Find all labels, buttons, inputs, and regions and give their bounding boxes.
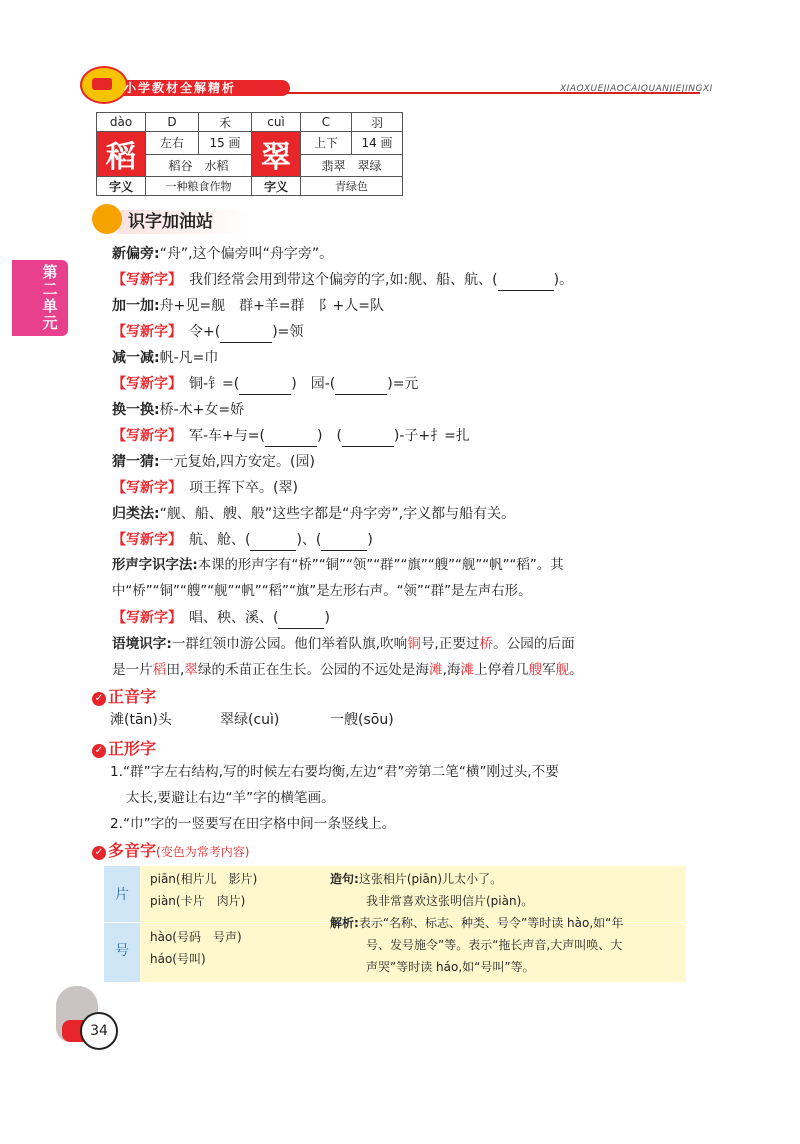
pinyin-cell: cuì — [252, 113, 301, 132]
header-title: 小学教材全解精析 — [124, 81, 237, 95]
mango-mascot-icon — [92, 204, 122, 234]
meaning-label: 字义 — [252, 177, 301, 196]
write-tag: 【写新字】 — [112, 428, 175, 444]
exercise-line: 【写新字】 项王挥下卒。(翠) — [112, 480, 298, 496]
section-heading: ✓ 正音字 — [92, 684, 156, 707]
text-line: 中“桥”“铜”“艘”“舰”“帆”“稻”“旗”是左形右声。“领”“群”是左声右形。 — [112, 584, 532, 599]
text-line: 猜一猜:一元复始,四方安定。(园) — [112, 454, 315, 470]
answer-blank[interactable] — [278, 608, 324, 629]
write-tag: 【写新字】 — [112, 272, 175, 288]
book-logo-mark — [92, 78, 112, 90]
meaning-cell: 青绿色 — [301, 177, 403, 196]
text-line: 是一片稻田,翠绿的禾苗正在生长。公园的不远处是海滩,海滩上停着几艘军舰。 — [112, 662, 583, 678]
big-character: 稻 — [97, 132, 146, 177]
structure-cell: 上下 — [301, 132, 352, 155]
page-number: 34 — [80, 1012, 118, 1050]
radical-cell: 羽 — [352, 113, 403, 132]
words-cell: 翡翠 翠绿 — [301, 154, 403, 177]
strokes-cell: 14 画 — [352, 132, 403, 155]
answer-blank[interactable] — [250, 530, 296, 551]
letter-cell: C — [301, 113, 352, 132]
text-line: 形声字识字法:本课的形声字有“桥”“铜”“领”“群”“旗”“艘”“舰”“帆”“稻”。其 — [112, 558, 564, 573]
text-line: 2.“巾”字的一竖要写在田字格中间一条竖线上。 — [110, 816, 396, 832]
reading-item: háo(号叫) — [150, 952, 206, 966]
text-line: 语境识字:一群红领巾游公园。他们举着队旗,吹响铜号,正要过桥。公园的后面 — [112, 636, 575, 652]
polyphone-char: 号 — [115, 943, 129, 959]
pinyin-cell: dào — [97, 113, 146, 132]
answer-blank[interactable] — [498, 270, 554, 291]
text-line: 减一减:帆-凡=巾 — [112, 350, 219, 366]
header-pinyin-title: XIAOXUEJIAOCAIQUANJIEJINGXI — [560, 84, 713, 94]
pinyin-item: 滩(tān)头 — [110, 712, 172, 728]
polyphone-char: 片 — [115, 887, 129, 903]
exercise-line: 【写新字】 军-车+与=( ) ( )-子+扌=扎 — [112, 426, 470, 447]
reading-item: piàn(卡片 肉片) — [150, 894, 246, 908]
check-icon: ✓ — [92, 846, 106, 860]
strokes-cell: 15 画 — [199, 132, 252, 155]
example-line: 造句:这张相片(piān)儿太小了。 — [330, 872, 503, 886]
text-line: 归类法:“舰、船、艘、般”这些字都是“舟字旁”,字义都与船有关。 — [112, 506, 516, 522]
radical-cell: 禾 — [199, 113, 252, 132]
analysis-line: 声哭”等时读 háo,如“号叫”等。 — [366, 960, 535, 974]
meaning-label: 字义 — [97, 177, 146, 196]
section-heading: ✓ 多音字(变色为常考内容) — [92, 838, 249, 861]
answer-blank[interactable] — [265, 426, 317, 447]
text-line: 新偏旁:“舟”,这个偏旁叫“舟字旁”。 — [112, 246, 334, 262]
exercise-line: 【写新字】 我们经常会用到带这个偏旁的字,如:舰、船、航、( )。 — [112, 270, 573, 291]
exercise-line: 【写新字】 铜-钅=( ) 园-( )=元 — [112, 374, 418, 395]
section-heading: ✓ 正形字 — [92, 736, 156, 759]
text-line: 太长,要避让右边“羊”字的横笔画。 — [126, 790, 335, 806]
write-tag: 【写新字】 — [112, 532, 175, 548]
answer-blank[interactable] — [220, 322, 272, 343]
write-tag: 【写新字】 — [112, 480, 175, 496]
analysis-line: 号、发号施令”等。表示“拖长声音,大声叫唤、大 — [366, 938, 623, 952]
answer-blank[interactable] — [321, 530, 367, 551]
meaning-cell: 一种粮食作物 — [146, 177, 252, 196]
answer-blank[interactable] — [342, 426, 394, 447]
letter-cell: D — [146, 113, 199, 132]
reading-item: hào(号码 号声) — [150, 930, 242, 944]
character-table — [96, 112, 403, 196]
example-line: 我非常喜欢这张明信片(piàn)。 — [366, 894, 534, 908]
reading-item: piān(相片儿 影片) — [150, 872, 258, 886]
write-tag: 【写新字】 — [112, 376, 175, 392]
analysis-line: 解析:表示“名称、标志、种类、号令”等时读 hào,如“年 — [330, 916, 624, 930]
section-title-shizi: 识字加油站 — [128, 212, 213, 232]
words-cell: 稻谷 水稻 — [146, 154, 252, 177]
text-line: 换一换:桥-木+女=娇 — [112, 402, 245, 418]
exercise-line: 【写新字】 唱、秧、溪、( ) — [112, 608, 330, 629]
pinyin-item: 翠绿(cuì) — [220, 712, 280, 728]
answer-blank[interactable] — [239, 374, 291, 395]
text-line: 1.“群”字左右结构,写的时候左右要均衡,左边“君”旁第二笔“横”刚过头,不要 — [110, 764, 559, 780]
check-icon: ✓ — [92, 744, 106, 758]
unit-side-tab-label: 第二单元 — [42, 263, 58, 332]
answer-blank[interactable] — [335, 374, 387, 395]
pinyin-item: 一艘(sōu) — [330, 712, 394, 728]
structure-cell: 左右 — [146, 132, 199, 155]
write-tag: 【写新字】 — [112, 610, 175, 626]
write-tag: 【写新字】 — [112, 324, 175, 340]
exercise-line: 【写新字】 航、舱、( )、( ) — [112, 530, 373, 551]
exercise-line: 【写新字】 令+( )=领 — [112, 322, 303, 343]
big-character: 翠 — [252, 132, 301, 177]
check-icon: ✓ — [92, 692, 106, 706]
text-line: 加一加:舟+见=舰 群+羊=群 阝+人=队 — [112, 298, 384, 314]
